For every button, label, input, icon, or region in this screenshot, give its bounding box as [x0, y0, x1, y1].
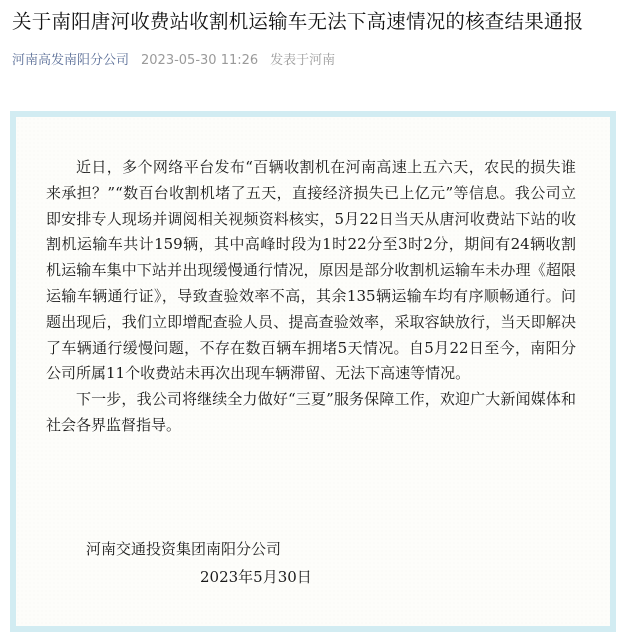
notice-paragraph-2: 下一步，我公司将继续全力做好“三夏”服务保障工作，欢迎广大新闻媒体和社会各界监督指导。	[46, 390, 576, 434]
notice-body	[46, 155, 576, 439]
publish-location: 发表于河南	[270, 53, 336, 68]
notice-paragraph-1: 近日，多个网络平台发布“百辆收割机在河南高速上五六天，农民的损失谁来承担？”“数百台收割机堵了五天，直接经济损失已上亿元”等信息。我公司立即安排专人现场并调阅相关视频资料核实，5月22日当天从唐河收费站下站的收割机运输车共计159辆，其中高峰时段为1时22分至3时2分，期间有24辆收割机运输车集中下站并出现缓慢通行情况，原因是部分收割机运输车未办理《超限运输车辆通行证》，导致查验效率不高，其余135辆运输车均有序顺畅通行。问题出现后，我们立即增配查验人员、提高查验效率，采取容缺放行，当天即解决了车辆通行缓慢问题，不存在数百辆车拥堵5天情况。自5月22日至今，南阳分公司所属11个收费站未再次出现车辆滞留、无法下高速等情况。	[46, 158, 576, 383]
publish-timestamp: 2023-05-30 11:26	[141, 53, 259, 68]
account-name-link[interactable]: 河南高发南阳分公司	[12, 53, 130, 68]
notice-signature: 河南交通投资集团南阳分公司	[86, 540, 282, 558]
notice-date: 2023年5月30日	[200, 568, 312, 586]
article-title: 关于南阳唐河收费站收割机运输车无法下高速情况的核查结果通报	[12, 10, 584, 33]
article-meta	[12, 52, 335, 70]
